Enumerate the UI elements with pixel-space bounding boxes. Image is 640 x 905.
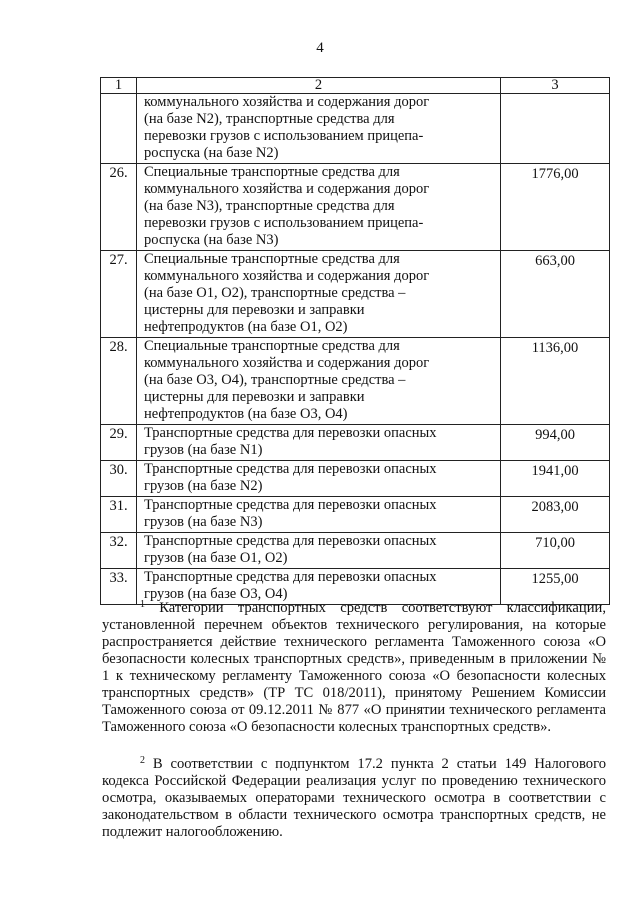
row-number: 29. [101,425,137,461]
row-number: 31. [101,497,137,533]
row-description: Транспортные средства для перевозки опасных грузов (на базе N3) [144,497,437,530]
footnote-2 [102,752,606,841]
row-value: 994,00 [501,425,610,461]
row-number: 27. [101,251,137,338]
row-value [501,94,610,164]
row-description: Транспортные средства для перевозки опасных грузов (на базе N2) [144,461,437,494]
table-row [101,251,610,338]
row-description: коммунального хозяйства и содержания дорог (на базе N2), транспортные средства для перевозки грузов с использованием прицепа- роспуска (на базе N2) [144,94,430,161]
row-value: 1776,00 [501,164,610,251]
row-number: 28. [101,338,137,425]
row-value: 1941,00 [501,461,610,497]
row-value: 2083,00 [501,497,610,533]
table-header-row [101,78,610,94]
header-col-3: 3 [501,78,610,94]
row-number [101,94,137,164]
row-number: 30. [101,461,137,497]
page-number: 4 [316,40,324,56]
row-value: 663,00 [501,251,610,338]
row-value: 1136,00 [501,338,610,425]
footnote-text: В соответствии с подпунктом 17.2 пункта 2 статьи 149 Налогового кодекса Российской Федерации реализация услуг по проведению технического осмотра, оказываемых операторами технического осмотра в соответствии с законодательством в области технического осмотра транспортных средств, не подлежит налогообложению. [102,756,606,840]
footnote-1 [102,596,606,736]
row-description: Специальные транспортные средства для коммунального хозяйства и содержания дорог (на базе O1, O2), транспортные средства – цистерны для перевозки и заправки нефтепродуктов (на базе O1, O2) [144,251,430,335]
footnote-mark: 1 [140,599,145,610]
footnote-mark: 2 [140,755,145,766]
row-description: Специальные транспортные средства для коммунального хозяйства и содержания дорог (на базе O3, O4), транспортные средства – цистерны для перевозки и заправки нефтепродуктов (на базе O3, O4) [144,338,430,422]
row-description: Транспортные средства для перевозки опасных грузов (на базе N1) [144,425,437,458]
table-row [101,461,610,497]
row-description: Транспортные средства для перевозки опасных грузов (на базе O3, O4) [144,569,437,602]
table-row [101,425,610,461]
table-row [101,164,610,251]
row-number: 26. [101,164,137,251]
table-row [101,94,610,164]
table-row [101,497,610,533]
tariff-table [100,77,610,605]
row-value: 1255,00 [501,569,610,605]
row-number: 33. [101,569,137,605]
row-description: Транспортные средства для перевозки опасных грузов (на базе O1, O2) [144,533,437,566]
header-col-2: 2 [137,78,501,94]
row-value: 710,00 [501,533,610,569]
row-number: 32. [101,533,137,569]
row-description: Специальные транспортные средства для коммунального хозяйства и содержания дорог (на базе N3), транспортные средства для перевозки грузов с использованием прицепа- роспуска (на базе N3) [144,164,430,248]
table-row [101,533,610,569]
footnote-text: Категории транспортных средств соответствуют классификации, установленной перечнем объектов технического регулирования, на которые распространяется действие технического регламента Таможенного союза «О безопасности колесных транспортных средств», приведенным в приложении № 1 к техническому регламенту Таможенного союза «О безопасности колесных транспортных средств» (ТР ТС 018/2011), принятому Решением Комиссии Таможенного союза от 09.12.2011 № 877 «О принятии технического регламента Таможенного союза «О безопасности колесных транспортных средств». [102,600,606,735]
header-col-1: 1 [101,78,137,94]
table-row [101,338,610,425]
